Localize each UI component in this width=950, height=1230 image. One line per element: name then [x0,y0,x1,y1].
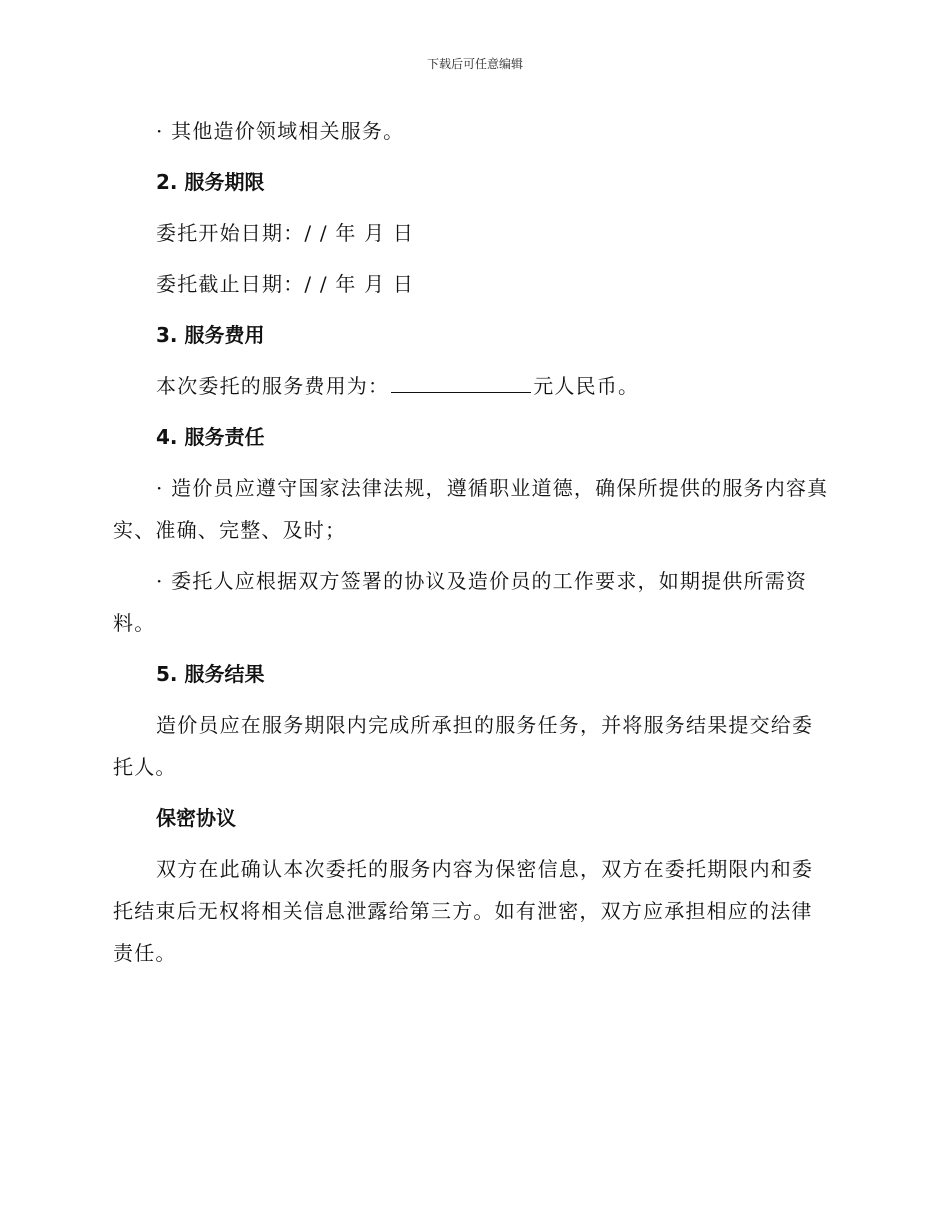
fee-blank [391,370,531,393]
section-heading-service-period: 2. 服务期限 [156,170,265,194]
list-item-other-services: · 其他造价领域相关服务。 [156,119,405,143]
fee-prefix: 本次委托的服务费用为： [156,374,390,398]
service-result-paragraph: 造价员应在服务期限内完成所承担的服务任务，并将服务结果提交给委托人。 [113,713,814,779]
section-heading-service-responsibility: 4. 服务责任 [156,425,265,449]
end-date-line: 委托截止日期：/ / 年 月 日 [156,272,415,296]
page-header-note: 下载后可任意编辑 [426,57,523,71]
document-body [113,110,831,983]
section-heading-service-fee: 3. 服务费用 [156,323,265,347]
start-date-line: 委托开始日期：/ / 年 月 日 [156,221,415,245]
fee-suffix: 元人民币。 [533,374,640,398]
responsibility-item-1: · 造价员应遵守国家法律法规，遵循职业道德，确保所提供的服务内容真实、准确、完整、及时； [113,476,829,542]
section-heading-service-result: 5. 服务结果 [156,662,265,686]
fee-line [113,365,831,407]
responsibility-item-2: · 委托人应根据双方签署的协议及造价员的工作要求，如期提供所需资料。 [113,569,808,635]
section-heading-confidentiality: 保密协议 [156,806,236,830]
confidentiality-paragraph: 双方在此确认本次委托的服务内容为保密信息，双方在委托期限内和委托结束后无权将相关信息泄露给第三方。如有泄密，双方应承担相应的法律责任。 [113,857,814,965]
